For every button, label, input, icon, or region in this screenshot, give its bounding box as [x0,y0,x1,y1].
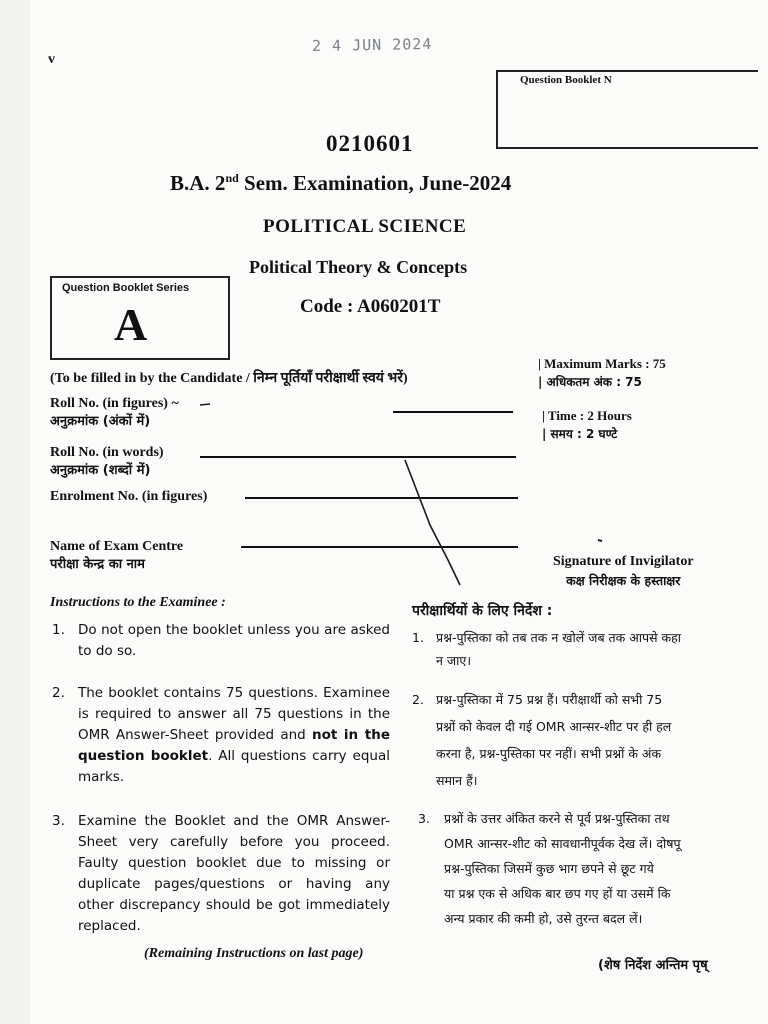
exam-time-hi: | समय : 2 घण्टे [542,427,618,441]
instruction-hi-2 [412,686,738,796]
instruction-hi-3-text [444,806,681,931]
instruction-en-3-num: 3. [52,813,65,829]
instruction-hi-1-line: प्रश्न-पुस्तिका को तब तक न खोलें जब तक आपसे कहा [436,630,682,645]
instruction-hi-1-num: 1. [412,630,424,645]
instruction-hi-3-line: प्रश्न-पुस्तिका जिसमें कुछ भाग छपने से छूट गये [444,861,654,876]
instruction-hi-2-num: 2. [412,692,424,707]
roll-figures-label-en: Roll No. (in figures) ~ [50,396,179,411]
enrolment-label: Enrolment No. (in figures) [50,489,208,504]
instruction-hi-3-line: अन्य प्रकार की कमी हो, उसे तुरन्त बदल लें। [444,911,643,926]
instruction-en-1-num: 1. [52,622,65,638]
roll-words-label-en: Roll No. (in words) [50,445,164,460]
instruction-hi-1 [412,626,738,674]
subject-title: POLITICAL SCIENCE [263,216,467,237]
instruction-hi-1-text [436,626,681,672]
instruction-en-1-text-before: Do not open the booklet unless you are asked to do so. [78,622,390,659]
candidate-fill-note: (To be filled in by the Candidate / निम्न पूर्तियाँ परीक्षार्थी स्वयं भरें) [50,371,408,386]
course-code: Code : A060201T [300,296,441,317]
exam-centre-label-hi: परीक्षा केन्द्र का नाम [50,557,145,572]
instructions-heading-hi: परीक्षार्थियों के लिए निर्देश : [412,603,553,619]
instruction-hi-1-line: न जाए। [436,653,472,668]
instructions-heading-en: Instructions to the Examinee : [50,595,226,610]
remaining-instructions-en: (Remaining Instructions on last page) [144,946,364,961]
max-marks-en: | Maximum Marks : 75 [538,356,666,371]
max-marks-hi: | अधिकतम अंक : 75 [538,375,642,389]
paper-name: Political Theory & Concepts [249,257,468,277]
exam-centre-label-en: Name of Exam Centre [50,539,184,554]
instruction-en-2-bold: not in the question booklet [78,727,390,764]
instruction-hi-3-num: 3. [418,811,430,826]
instruction-hi-3-line: या प्रश्न एक से अधिक बार छप गए हों या उसमें कि [444,886,671,901]
roll-words-label-hi: अनुक्रमांक (शब्दों में) [50,463,151,478]
instruction-en-2-text-before: The booklet contains 75 questions. Examinee is required to answer all 75 questions in the OMR Answer-Sheet provided and [78,685,390,743]
instruction-hi-2-line: समान हैं। [436,773,478,788]
date-stamp: 2 4 JUN 2024 [311,34,433,56]
remaining-instructions-hi: (शेष निर्देश अन्तिम पृष् [598,958,708,973]
roll-figures-label-hi: अनुक्रमांक (अंकों में) [50,414,151,429]
instruction-hi-3 [418,806,738,936]
instruction-hi-2-text [436,686,671,794]
instruction-hi-2-line: करना है, प्रश्न-पुस्तिका पर नहीं। सभी प्रश्नों के अंक [436,746,662,761]
invigilator-signature-hi: कक्ष निरीक्षक के हस्ताक्षर [566,573,681,588]
instruction-en-2-text [78,683,390,788]
exam-time-en: | Time : 2 Hours [542,408,632,423]
instruction-en-2-num: 2. [52,685,65,701]
instruction-hi-2-line: प्रश्नों को केवल दी गई OMR आन्सर-शीट पर ही हल [436,719,672,734]
question-booklet-number-label: Question Booklet N [520,74,612,86]
instruction-en-3-text-before: Examine the Booklet and the OMR Answer-Sheet very carefully before you proceed. Faulty question booklet due to missing or duplicate pages/questions or having any other discrepancy should be got immediately replaced. [78,813,390,934]
instruction-hi-3-line: प्रश्नों के उत्तर अंकित करने से पूर्व प्रश्न-पुस्तिका तथ [444,811,670,826]
exam-title-prefix: B.A. 2 [170,171,226,195]
corner-mark: v [48,52,55,67]
invigilator-signature-en: Signature of Invigilator [553,554,694,569]
instruction-en-2-text-after: . All questions carry equal marks. [78,748,390,785]
exam-title-sup: nd [225,171,239,185]
paper-code: 0210601 [326,131,414,156]
instruction-hi-3-line: OMR आन्सर-शीट को सावधानीपूर्वक देख लें। दोषपू [444,836,681,851]
booklet-series-label: Question Booklet Series [62,282,190,294]
instruction-hi-2-line: प्रश्न-पुस्तिका में 75 प्रश्न हैं। परीक्षार्थी को सभी 75 [436,692,663,707]
exam-title-suffix: Sem. Examination, June-2024 [238,171,512,195]
instruction-en-1-text [78,620,390,662]
booklet-series-letter: A [114,299,148,350]
instruction-en-3-text [78,811,390,937]
